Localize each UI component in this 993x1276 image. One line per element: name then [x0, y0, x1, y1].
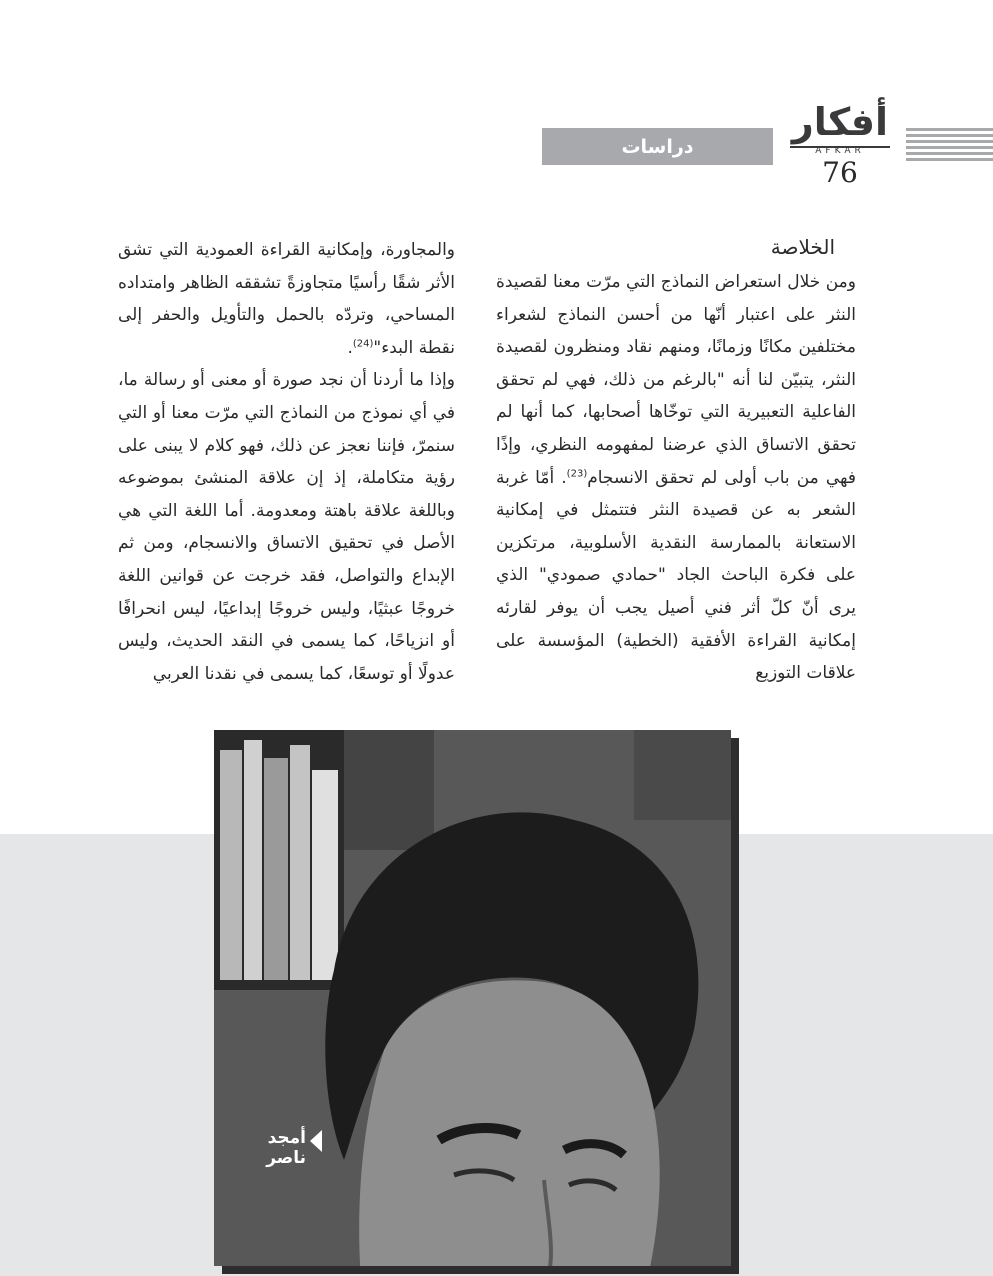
section-label	[542, 128, 773, 165]
photo-caption: أمجد ناصر	[266, 1128, 306, 1168]
footnote-ref: (24)	[352, 338, 374, 350]
paragraph-text: ومن خلال استعراض النماذج التي مرّت معنا لقصيدة النثر على اعتبار أنّها من أحسن النماذج لشعراء مختلفين مكانًا وزمانًا، ومنهم نقاد ومنظرون لقصيدة النثر، يتبيّن لنا أنه "بالرغم من ذلك، فهي لم تحقق الفاعلية التعبيرية التي توخّاها أصحابها، كما أنها لم تحقق الاتساق الذي عرضنا لمفهومه النظري، وإذًا فهي من باب أولى لم تحقق الانسجام	[496, 272, 856, 488]
magazine-logo: أفكار	[791, 100, 889, 144]
section-label-text: دراسات	[621, 135, 694, 158]
author-photo	[214, 730, 731, 1266]
paragraph: والمجاورة، وإمكانية القراءة العمودية التي تشق الأثر شقًا رأسيًا متجاوزةً تشققه الظاهر وامتداده المساحي، وتردّه بالحمل والتأويل والحفر إلى نقطة البدء"$^{(24)}$.	[118, 240, 455, 358]
text-column-left	[118, 234, 455, 690]
decorative-stripes	[906, 128, 993, 164]
paragraph	[496, 266, 856, 690]
paragraph: وإذا ما أردنا أن نجد صورة أو معنى أو رسالة ما، في أي نموذج من النماذج التي مرّت معنا أو التي سنمرّ، فإننا نعجز عن ذلك، فهو كلام لا يبنى على رؤية متكاملة، إذ إن علاقة المنشئ بموضوعه وباللغة علاقة باهتة ومعدومة. أما اللغة التي هي الأصل في تحقيق الاتساق والانسجام، ومن ثم الإبداع والتواصل، فقد خرجت عن قوانين اللغة خروجًا عبثيًا، وليس خروجًا إبداعيًا، ليس انحرافًا أو انزياحًا، كما يسمى في النقد الحديث، وليس عدولًا أو توسعًا، كما يسمى في نقدنا العربي	[118, 370, 455, 684]
footnote-ref: (23)	[566, 467, 588, 479]
text-column-right	[496, 266, 856, 690]
paragraph-text: . أمّا غربة الشعر به عن قصيدة النثر فتتمثل في إمكانية الاستعانة بالممارسة النقدية الأسلوبية، مرتكزين على فكرة الباحث الجاد "حمادي صمودي" الذي يرى أنّ كلّ أثر فني أصيل يجب أن يوفر لقارئه إمكانية القراءة الأفقية (الخطية) المؤسسة على علاقات التوزيع	[496, 467, 856, 684]
caption-pointer-icon	[310, 1130, 322, 1152]
portrait-illustration	[214, 730, 731, 1266]
paragraph-text: والمجاورة، وإمكانية القراءة العمودية التي تشق الأثر شقًا رأسيًا متجاوزةً تشققه الظاهر وامتداده المساحي، وتردّه بالحمل والتأويل والحفر إلى نقطة البدء"	[118, 240, 455, 358]
article-heading: الخلاصة	[770, 235, 835, 259]
magazine-logo-latin: AFKAR	[815, 146, 865, 156]
page-number: 76	[822, 156, 858, 189]
